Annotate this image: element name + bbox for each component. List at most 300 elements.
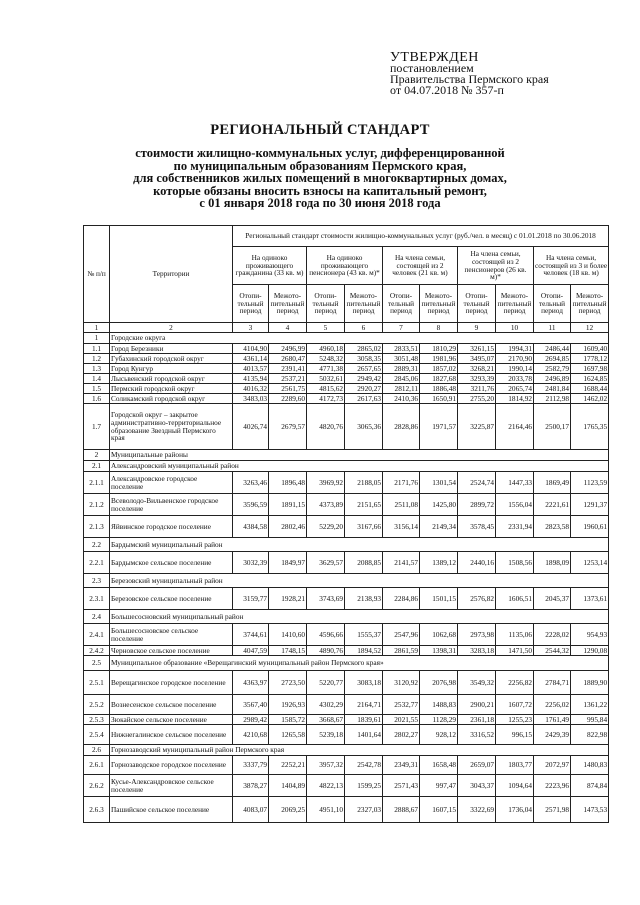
value-cell: 1765,35 bbox=[571, 404, 609, 450]
value-cell: 1290,08 bbox=[571, 646, 609, 656]
header-heating: Отопи-тельный период bbox=[233, 285, 269, 323]
value-cell: 4016,32 bbox=[233, 384, 269, 394]
value-cell: 2391,41 bbox=[269, 364, 307, 374]
value-cell: 2680,47 bbox=[269, 354, 307, 364]
value-cell: 1814,92 bbox=[496, 394, 534, 404]
section-title: Березовский муниципальный район bbox=[110, 574, 609, 588]
row-number: 2.3 bbox=[84, 574, 110, 588]
header-main: Региональный стандарт стоимости жилищно-коммунальных услуг (руб./чел. в месяц) с 01.01.2018 по 30.06.2018 bbox=[233, 226, 609, 247]
value-cell: 3261,15 bbox=[458, 344, 496, 354]
section-title: Городские округа bbox=[110, 333, 609, 344]
value-cell: 1869,49 bbox=[534, 472, 571, 494]
value-cell: 4384,58 bbox=[233, 516, 269, 538]
row-number: 1.3 bbox=[84, 364, 110, 374]
value-cell: 2561,75 bbox=[269, 384, 307, 394]
value-cell: 1857,02 bbox=[420, 364, 458, 374]
value-cell: 1849,97 bbox=[269, 552, 307, 574]
territory-name: Город Березники bbox=[110, 344, 233, 354]
value-cell: 1480,83 bbox=[571, 756, 609, 775]
value-cell: 1898,09 bbox=[534, 552, 571, 574]
value-cell: 4361,14 bbox=[233, 354, 269, 364]
table-row bbox=[84, 344, 609, 354]
value-cell: 1960,61 bbox=[571, 516, 609, 538]
header-num: № п/п bbox=[84, 226, 110, 323]
section-row bbox=[84, 461, 609, 472]
value-cell: 3744,61 bbox=[233, 624, 269, 646]
row-number: 1.5 bbox=[84, 384, 110, 394]
value-cell: 4822,13 bbox=[307, 775, 345, 797]
column-number: 1 bbox=[84, 323, 110, 333]
value-cell: 1894,52 bbox=[345, 646, 383, 656]
value-cell: 3293,39 bbox=[458, 374, 496, 384]
value-cell: 1062,68 bbox=[420, 624, 458, 646]
value-cell: 5248,32 bbox=[307, 354, 345, 364]
value-cell: 2327,03 bbox=[345, 797, 383, 823]
value-cell: 3083,18 bbox=[345, 671, 383, 695]
value-cell: 4363,97 bbox=[233, 671, 269, 695]
value-cell: 2164,46 bbox=[496, 404, 534, 450]
value-cell: 3629,57 bbox=[307, 552, 345, 574]
territory-name: Большесосновское сельское поселение bbox=[110, 624, 233, 646]
row-number: 2.5.4 bbox=[84, 725, 110, 745]
value-cell: 1447,33 bbox=[496, 472, 534, 494]
table-row bbox=[84, 756, 609, 775]
value-cell: 1827,68 bbox=[420, 374, 458, 384]
value-cell: 1599,25 bbox=[345, 775, 383, 797]
section-title: Горнозаводский муниципальный район Пермского края bbox=[110, 745, 609, 756]
value-cell: 4172,73 bbox=[307, 394, 345, 404]
section-row bbox=[84, 574, 609, 588]
value-cell: 1488,83 bbox=[420, 695, 458, 715]
value-cell: 3120,92 bbox=[383, 671, 420, 695]
territory-name: Яйвинское городское поселение bbox=[110, 516, 233, 538]
row-number: 1.4 bbox=[84, 374, 110, 384]
value-cell: 1778,12 bbox=[571, 354, 609, 364]
row-number: 1.7 bbox=[84, 404, 110, 450]
value-cell: 1123,59 bbox=[571, 472, 609, 494]
value-cell: 1265,58 bbox=[269, 725, 307, 745]
approval-line-2: постановлением bbox=[390, 61, 474, 75]
value-cell: 874,84 bbox=[571, 775, 609, 797]
table-row bbox=[84, 624, 609, 646]
row-number: 2.6 bbox=[84, 745, 110, 756]
value-cell: 1508,56 bbox=[496, 552, 534, 574]
subtitle-line-4: которые обязаны вносить взносы на капитальный ремонт, bbox=[153, 183, 487, 198]
territory-name: Губахинский городской округ bbox=[110, 354, 233, 364]
value-cell: 2170,90 bbox=[496, 354, 534, 364]
value-cell: 2547,96 bbox=[383, 624, 420, 646]
value-cell: 1301,54 bbox=[420, 472, 458, 494]
row-number: 2.4.2 bbox=[84, 646, 110, 656]
header-group: На члена семьи, состоящей из 2 человек (21 кв. м) bbox=[383, 247, 458, 285]
value-cell: 2256,82 bbox=[496, 671, 534, 695]
table-row bbox=[84, 364, 609, 374]
value-cell: 2802,27 bbox=[383, 725, 420, 745]
column-number: 4 bbox=[269, 323, 307, 333]
document-title: РЕГИОНАЛЬНЫЙ СТАНДАРТ bbox=[210, 122, 430, 138]
table-row bbox=[84, 797, 609, 823]
territory-name: Верещагинское городское поселение bbox=[110, 671, 233, 695]
header-heating: Отопи-тельный период bbox=[383, 285, 420, 323]
section-title: Муниципальное образование «Верещагинский муниципальный район Пермского края» bbox=[110, 656, 609, 671]
value-cell: 2537,21 bbox=[269, 374, 307, 384]
value-cell: 4771,38 bbox=[307, 364, 345, 374]
row-number: 2.1.3 bbox=[84, 516, 110, 538]
subtitle-line-2: по муниципальным образованиям Пермского края, bbox=[173, 158, 467, 173]
value-cell: 1607,15 bbox=[420, 797, 458, 823]
value-cell: 4026,74 bbox=[233, 404, 269, 450]
value-cell: 1971,57 bbox=[420, 404, 458, 450]
value-cell: 2544,32 bbox=[534, 646, 571, 656]
value-cell: 1891,15 bbox=[269, 494, 307, 516]
territory-name: Кусье-Александровское сельское поселение bbox=[110, 775, 233, 797]
column-number: 6 bbox=[345, 323, 383, 333]
document-subtitle bbox=[80, 147, 560, 210]
value-cell: 1624,85 bbox=[571, 374, 609, 384]
value-cell: 2920,27 bbox=[345, 384, 383, 394]
table-row bbox=[84, 715, 609, 725]
value-cell: 1556,04 bbox=[496, 494, 534, 516]
row-number: 2.6.1 bbox=[84, 756, 110, 775]
value-cell: 3283,18 bbox=[458, 646, 496, 656]
value-cell: 1839,61 bbox=[345, 715, 383, 725]
value-cell: 4302,29 bbox=[307, 695, 345, 715]
value-cell: 1398,31 bbox=[420, 646, 458, 656]
section-title: Муниципальные районы bbox=[110, 450, 609, 461]
value-cell: 1404,89 bbox=[269, 775, 307, 797]
territory-name: Городской округ – закрытое административно-территориальное образование Звездный Пермского края bbox=[110, 404, 233, 450]
value-cell: 4104,90 bbox=[233, 344, 269, 354]
value-cell: 2284,86 bbox=[383, 588, 420, 610]
value-cell: 1585,72 bbox=[269, 715, 307, 725]
table-row bbox=[84, 394, 609, 404]
section-row bbox=[84, 450, 609, 461]
value-cell: 3322,69 bbox=[458, 797, 496, 823]
row-number: 2.2.1 bbox=[84, 552, 110, 574]
table-row bbox=[84, 374, 609, 384]
approval-line-4: от 04.07.2018 № 357-п bbox=[390, 83, 504, 97]
row-number: 2.5.2 bbox=[84, 695, 110, 715]
territory-name: Лысьвенский городской округ bbox=[110, 374, 233, 384]
value-cell: 1471,50 bbox=[496, 646, 534, 656]
value-cell: 2112,98 bbox=[534, 394, 571, 404]
row-number: 2.6.2 bbox=[84, 775, 110, 797]
value-cell: 2899,72 bbox=[458, 494, 496, 516]
row-number: 2.1.1 bbox=[84, 472, 110, 494]
value-cell: 5220,77 bbox=[307, 671, 345, 695]
value-cell: 2228,02 bbox=[534, 624, 571, 646]
section-row bbox=[84, 538, 609, 552]
value-cell: 2755,20 bbox=[458, 394, 496, 404]
value-cell: 3316,52 bbox=[458, 725, 496, 745]
row-number: 2.4 bbox=[84, 610, 110, 624]
value-cell: 3058,35 bbox=[345, 354, 383, 364]
column-number: 9 bbox=[458, 323, 496, 333]
table-row bbox=[84, 775, 609, 797]
value-cell: 2571,98 bbox=[534, 797, 571, 823]
value-cell: 3032,39 bbox=[233, 552, 269, 574]
value-cell: 2888,67 bbox=[383, 797, 420, 823]
value-cell: 2440,16 bbox=[458, 552, 496, 574]
value-cell: 1889,90 bbox=[571, 671, 609, 695]
value-cell: 1373,61 bbox=[571, 588, 609, 610]
value-cell: 1688,44 bbox=[571, 384, 609, 394]
header-heating: Отопи-тельный период bbox=[307, 285, 345, 323]
value-cell: 2865,02 bbox=[345, 344, 383, 354]
value-cell: 1748,15 bbox=[269, 646, 307, 656]
value-cell: 1410,60 bbox=[269, 624, 307, 646]
value-cell: 1361,22 bbox=[571, 695, 609, 715]
row-number: 1 bbox=[84, 333, 110, 344]
value-cell: 2496,99 bbox=[269, 344, 307, 354]
value-cell: 4951,10 bbox=[307, 797, 345, 823]
value-cell: 3167,66 bbox=[345, 516, 383, 538]
territory-name: Всеволодо-Вильвенское городское поселение bbox=[110, 494, 233, 516]
territory-name: Пашийское сельское поселение bbox=[110, 797, 233, 823]
value-cell: 2571,43 bbox=[383, 775, 420, 797]
subtitle-line-1: стоимости жилищно-коммунальных услуг, дифференцированной bbox=[135, 146, 505, 160]
value-cell: 2989,42 bbox=[233, 715, 269, 725]
value-cell: 3065,36 bbox=[345, 404, 383, 450]
value-cell: 2659,07 bbox=[458, 756, 496, 775]
table-header bbox=[84, 226, 609, 333]
value-cell: 2072,97 bbox=[534, 756, 571, 775]
value-cell: 3483,03 bbox=[233, 394, 269, 404]
column-number: 3 bbox=[233, 323, 269, 333]
territory-name: Зюкайское сельское поселение bbox=[110, 715, 233, 725]
value-cell: 822,98 bbox=[571, 725, 609, 745]
header-nonheating: Межото-пительный период bbox=[269, 285, 307, 323]
value-cell: 1886,48 bbox=[420, 384, 458, 394]
value-cell: 4210,68 bbox=[233, 725, 269, 745]
value-cell: 3225,87 bbox=[458, 404, 496, 450]
header-heating: Отопи-тельный период bbox=[458, 285, 496, 323]
row-number: 2.1.2 bbox=[84, 494, 110, 516]
value-cell: 4960,18 bbox=[307, 344, 345, 354]
value-cell: 2088,85 bbox=[345, 552, 383, 574]
value-cell: 3211,76 bbox=[458, 384, 496, 394]
value-cell: 2949,42 bbox=[345, 374, 383, 384]
value-cell: 3596,59 bbox=[233, 494, 269, 516]
value-cell: 2138,93 bbox=[345, 588, 383, 610]
value-cell: 2496,89 bbox=[534, 374, 571, 384]
value-cell: 2164,71 bbox=[345, 695, 383, 715]
value-cell: 4373,89 bbox=[307, 494, 345, 516]
value-cell: 2045,37 bbox=[534, 588, 571, 610]
value-cell: 2188,05 bbox=[345, 472, 383, 494]
value-cell: 2723,50 bbox=[269, 671, 307, 695]
header-nonheating: Межото-пительный период bbox=[571, 285, 609, 323]
value-cell: 4083,07 bbox=[233, 797, 269, 823]
value-cell: 1401,64 bbox=[345, 725, 383, 745]
value-cell: 1896,48 bbox=[269, 472, 307, 494]
value-cell: 2784,71 bbox=[534, 671, 571, 695]
value-cell: 2076,98 bbox=[420, 671, 458, 695]
value-cell: 1810,29 bbox=[420, 344, 458, 354]
table-row bbox=[84, 588, 609, 610]
value-cell: 3156,14 bbox=[383, 516, 420, 538]
value-cell: 2289,60 bbox=[269, 394, 307, 404]
subtitle-line-5: с 01 января 2018 года по 30 июня 2018 года bbox=[199, 196, 441, 211]
territory-name: Город Кунгур bbox=[110, 364, 233, 374]
territory-name: Нижнегалинское сельское поселение bbox=[110, 725, 233, 745]
table-row bbox=[84, 725, 609, 745]
value-cell: 1803,77 bbox=[496, 756, 534, 775]
column-number: 8 bbox=[420, 323, 458, 333]
value-cell: 1606,51 bbox=[496, 588, 534, 610]
value-cell: 2900,21 bbox=[458, 695, 496, 715]
value-cell: 2252,21 bbox=[269, 756, 307, 775]
column-number: 5 bbox=[307, 323, 345, 333]
value-cell: 3578,45 bbox=[458, 516, 496, 538]
column-number-row bbox=[84, 323, 609, 333]
section-title: Бардымский муниципальный район bbox=[110, 538, 609, 552]
row-number: 2.6.3 bbox=[84, 797, 110, 823]
header-heating: Отопи-тельный период bbox=[534, 285, 571, 323]
value-cell: 5032,61 bbox=[307, 374, 345, 384]
approval-line-3: Правительства Пермского края bbox=[390, 72, 549, 86]
value-cell: 1736,04 bbox=[496, 797, 534, 823]
value-cell: 2481,84 bbox=[534, 384, 571, 394]
value-cell: 2410,36 bbox=[383, 394, 420, 404]
section-title: Александровский муниципальный район bbox=[110, 461, 609, 472]
value-cell: 1462,02 bbox=[571, 394, 609, 404]
row-number: 2.3.1 bbox=[84, 588, 110, 610]
value-cell: 3263,46 bbox=[233, 472, 269, 494]
territory-name: Бардымское сельское поселение bbox=[110, 552, 233, 574]
value-cell: 2812,11 bbox=[383, 384, 420, 394]
section-row bbox=[84, 610, 609, 624]
table-row bbox=[84, 671, 609, 695]
header-nonheating: Межото-пительный период bbox=[420, 285, 458, 323]
value-cell: 2861,59 bbox=[383, 646, 420, 656]
row-number: 2.5.3 bbox=[84, 715, 110, 725]
value-cell: 3051,48 bbox=[383, 354, 420, 364]
value-cell: 4820,76 bbox=[307, 404, 345, 450]
row-number: 1.6 bbox=[84, 394, 110, 404]
value-cell: 3957,32 bbox=[307, 756, 345, 775]
value-cell: 1994,31 bbox=[496, 344, 534, 354]
table-row bbox=[84, 384, 609, 394]
row-number: 2.4.1 bbox=[84, 624, 110, 646]
territory-name: Черновское сельское поселение bbox=[110, 646, 233, 656]
header-nonheating: Межото-пительный период bbox=[496, 285, 534, 323]
value-cell: 2021,55 bbox=[383, 715, 420, 725]
value-cell: 1658,48 bbox=[420, 756, 458, 775]
value-cell: 3268,21 bbox=[458, 364, 496, 374]
value-cell: 2223,96 bbox=[534, 775, 571, 797]
value-cell: 2582,79 bbox=[534, 364, 571, 374]
column-number: 10 bbox=[496, 323, 534, 333]
value-cell: 2833,51 bbox=[383, 344, 420, 354]
value-cell: 996,15 bbox=[496, 725, 534, 745]
value-cell: 3878,27 bbox=[233, 775, 269, 797]
row-number: 2.1 bbox=[84, 461, 110, 472]
value-cell: 2171,76 bbox=[383, 472, 420, 494]
territory-name: Горнозаводское городское поселение bbox=[110, 756, 233, 775]
value-cell: 2149,34 bbox=[420, 516, 458, 538]
value-cell: 2511,08 bbox=[383, 494, 420, 516]
table-row bbox=[84, 354, 609, 364]
value-cell: 1928,21 bbox=[269, 588, 307, 610]
value-cell: 2361,18 bbox=[458, 715, 496, 725]
row-number: 2.5.1 bbox=[84, 671, 110, 695]
value-cell: 954,93 bbox=[571, 624, 609, 646]
value-cell: 5239,18 bbox=[307, 725, 345, 745]
value-cell: 1981,96 bbox=[420, 354, 458, 364]
value-cell: 2845,06 bbox=[383, 374, 420, 384]
value-cell: 1761,49 bbox=[534, 715, 571, 725]
value-cell: 3495,07 bbox=[458, 354, 496, 364]
value-cell: 2331,94 bbox=[496, 516, 534, 538]
value-cell: 4815,62 bbox=[307, 384, 345, 394]
table-body bbox=[84, 333, 609, 823]
value-cell: 1253,14 bbox=[571, 552, 609, 574]
value-cell: 1255,23 bbox=[496, 715, 534, 725]
value-cell: 3549,32 bbox=[458, 671, 496, 695]
value-cell: 1389,12 bbox=[420, 552, 458, 574]
value-cell: 2694,85 bbox=[534, 354, 571, 364]
value-cell: 1650,91 bbox=[420, 394, 458, 404]
section-row bbox=[84, 333, 609, 344]
header-group: На одиноко проживающего гражданина (33 кв. м) bbox=[233, 247, 307, 285]
value-cell: 995,84 bbox=[571, 715, 609, 725]
territory-name: Александровское городское поселение bbox=[110, 472, 233, 494]
value-cell: 2679,57 bbox=[269, 404, 307, 450]
value-cell: 1128,29 bbox=[420, 715, 458, 725]
value-cell: 3567,40 bbox=[233, 695, 269, 715]
value-cell: 928,12 bbox=[420, 725, 458, 745]
value-cell: 2823,58 bbox=[534, 516, 571, 538]
value-cell: 2802,46 bbox=[269, 516, 307, 538]
value-cell: 2500,17 bbox=[534, 404, 571, 450]
value-cell: 5229,20 bbox=[307, 516, 345, 538]
table-row bbox=[84, 516, 609, 538]
value-cell: 2524,74 bbox=[458, 472, 496, 494]
table-row bbox=[84, 404, 609, 450]
value-cell: 2542,78 bbox=[345, 756, 383, 775]
row-number: 2.5 bbox=[84, 656, 110, 671]
header-nonheating: Межото-пительный период bbox=[345, 285, 383, 323]
column-number: 12 bbox=[571, 323, 609, 333]
territory-name: Вознесенское сельское поселение bbox=[110, 695, 233, 715]
value-cell: 4135,94 bbox=[233, 374, 269, 384]
value-cell: 2576,82 bbox=[458, 588, 496, 610]
section-row bbox=[84, 745, 609, 756]
header-group: На одиноко проживающего пенсионера (43 кв. м)* bbox=[307, 247, 383, 285]
value-cell: 1555,37 bbox=[345, 624, 383, 646]
table-row bbox=[84, 494, 609, 516]
value-cell: 4890,76 bbox=[307, 646, 345, 656]
value-cell: 1990,14 bbox=[496, 364, 534, 374]
value-cell: 2657,65 bbox=[345, 364, 383, 374]
table-row bbox=[84, 695, 609, 715]
value-cell: 3159,77 bbox=[233, 588, 269, 610]
value-cell: 2256,02 bbox=[534, 695, 571, 715]
value-cell: 2069,25 bbox=[269, 797, 307, 823]
approval-line-1: УТВЕРЖДЕН bbox=[390, 50, 479, 65]
value-cell: 4013,57 bbox=[233, 364, 269, 374]
territory-name: Соликамский городской округ bbox=[110, 394, 233, 404]
value-cell: 2151,65 bbox=[345, 494, 383, 516]
value-cell: 2349,31 bbox=[383, 756, 420, 775]
value-cell: 997,47 bbox=[420, 775, 458, 797]
value-cell: 1425,80 bbox=[420, 494, 458, 516]
value-cell: 4596,66 bbox=[307, 624, 345, 646]
value-cell: 2532,77 bbox=[383, 695, 420, 715]
table-row bbox=[84, 552, 609, 574]
value-cell: 1697,98 bbox=[571, 364, 609, 374]
